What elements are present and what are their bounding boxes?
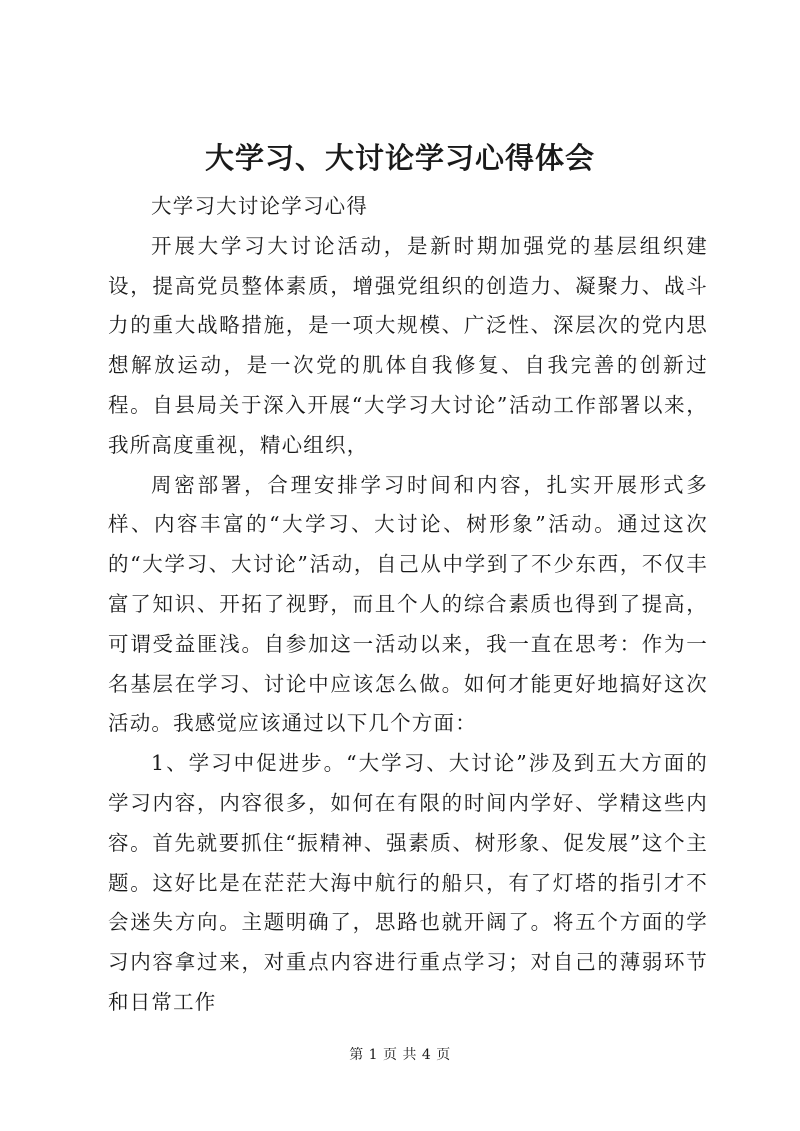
paragraph: 周密部署，合理安排学习时间和内容，扎实开展形式多样、内容丰富的“大学习、大讨论、树形象”活动。通过这次的“大学习、大讨论”活动，自己从中学到了不少东西，不仅丰富了知识、开拓了视野，而且个人的综合素质也得到了提高，可谓受益匪浅。自参加这一活动以来，我一直在思考：作为一名基层在学习、讨论中应该怎么做。如何才能更好地搞好这次活动。我感觉应该通过以下几个方面： xyxy=(108,472,708,736)
page-footer: 第 1 页 共 4 页 xyxy=(349,1047,451,1063)
paragraph: 1、学习中促进步。“大学习、大讨论”涉及到五大方面的学习内容，内容很多，如何在有限的时间内学好、学精这些内容。首先就要抓住“振精神、强素质、树形象、促发展”这个主题。这好比是在茫茫大海中航行的船只，有了灯塔的指引才不会迷失方向。主题明确了，思路也就开阔了。将五个方面的学习内容拿过来，对重点内容进行重点学习；对自己的薄弱环节和日常工作 xyxy=(108,751,708,1014)
document-body xyxy=(108,187,708,1023)
document-title: 大学习、大讨论学习心得体会 xyxy=(204,141,595,175)
paragraph: 开展大学习大讨论活动，是新时期加强党的基层组织建设，提高党员整体素质，增强党组织的创造力、凝聚力、战斗力的重大战略措施，是一项大规模、广泛性、深层次的党内思想解放运动，是一次党的肌体自我修复、自我完善的创新过程。自县局关于深入开展“大学习大讨论”活动工作部署以来，我所高度重视，精心组织， xyxy=(108,233,708,457)
document-subtitle: 大学习大讨论学习心得 xyxy=(151,194,369,218)
